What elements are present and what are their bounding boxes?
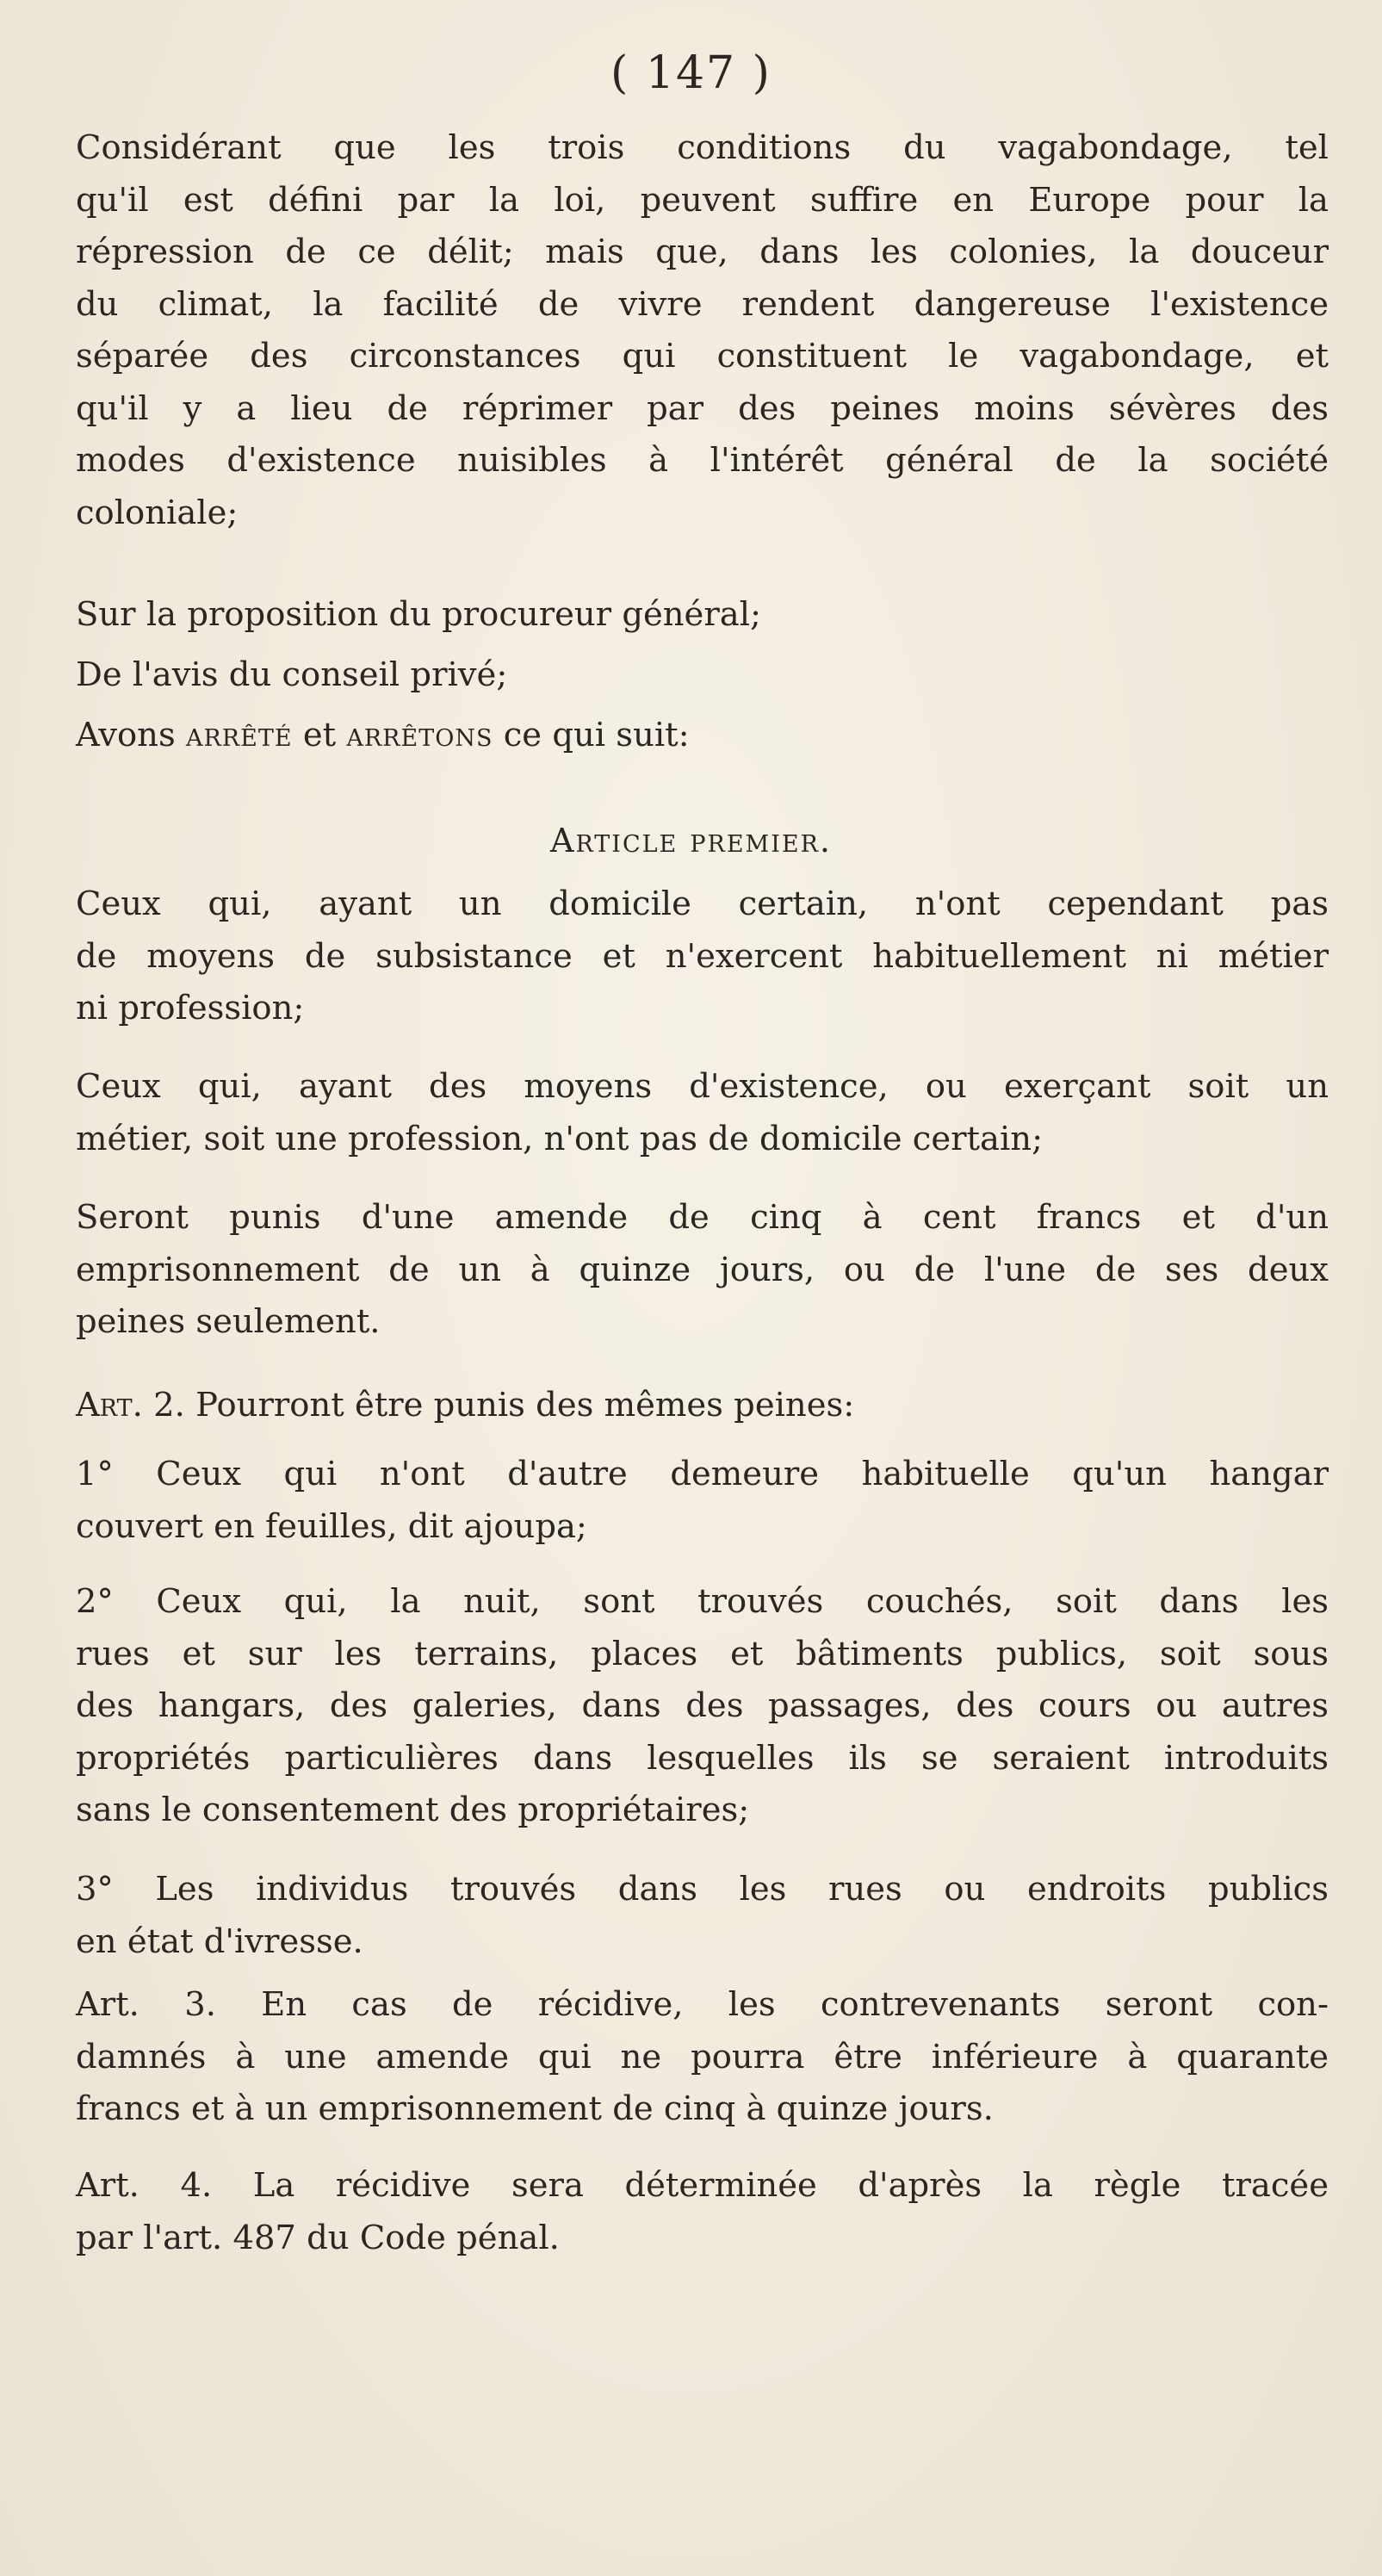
text-line: du climat, la facilité de vivre rendent dangereuse l'existence	[76, 284, 1329, 324]
article-2-item-3	[0, 1864, 1382, 1968]
avons-text: Avons	[76, 716, 176, 754]
text-line: métier, soit une profession, n'ont pas de domicile certain;	[76, 1119, 1044, 1158]
text-line: Ceux qui, ayant des moyens d'existence, ou exerçant soit un	[76, 1067, 1329, 1106]
text-line: qu'il est défini par la loi, peuvent suffire en Europe pour la	[76, 180, 1329, 220]
text-line: par l'art. 487 du Code pénal.	[76, 2218, 560, 2257]
considerant-paragraph	[0, 122, 1382, 539]
text-line: damnés à une amende qui ne pourra être inférieure à quarante	[76, 2037, 1329, 2076]
text-line: peines seulement.	[76, 1302, 381, 1341]
text-line: séparée des circonstances qui constituent le vagabondage, et	[76, 337, 1329, 376]
text-line: en état d'ivresse.	[76, 1921, 363, 1961]
article-4-paragraph	[0, 2160, 1382, 2264]
avons-arrete-line	[0, 710, 1382, 762]
article-2-text: Pourront être punis des mêmes peines:	[195, 1386, 855, 1425]
proposition-line: Sur la proposition du procureur général;	[76, 595, 761, 634]
text-line: 2° Ceux qui, la nuit, sont trouvés couchés, soit dans les	[76, 1582, 1329, 1621]
arretons-smallcaps: arrêtons	[346, 716, 493, 754]
text-line: francs et à un emprisonnement de cinq à quinze jours.	[76, 2089, 994, 2128]
article-2-item-1	[0, 1449, 1382, 1553]
article-3-paragraph	[0, 1979, 1382, 2136]
article-1-paragraph-a	[0, 878, 1382, 1035]
text-line: 3° Les individus trouvés dans les rues ou endroits publics	[76, 1870, 1329, 1909]
arrete-smallcaps: arrêté	[185, 716, 293, 754]
text-line: propriétés particulières dans lesquelles ils se seraient introduits	[76, 1738, 1329, 1778]
text-line: qu'il y a lieu de réprimer par des peines moins sévères des	[76, 388, 1329, 428]
text-line: emprisonnement de un à quinze jours, ou de l'une de ses deux	[76, 1250, 1329, 1289]
article-premier-heading: Article premier.	[550, 822, 832, 860]
text-line: Seront punis d'une amende de cinq à cent francs et d'un	[76, 1198, 1329, 1237]
text-line: Art. 3. En cas de récidive, les contrevenants seront con-	[76, 1985, 1329, 2024]
text-line: Ceux qui, ayant un domicile certain, n'ont cependant pas	[76, 885, 1329, 923]
text-line: ni profession;	[76, 989, 305, 1027]
text-line: Art. 4. La récidive sera déterminée d'après la règle tracée	[76, 2166, 1329, 2205]
text-line: 1° Ceux qui n'ont d'autre demeure habituelle qu'un hangar	[76, 1455, 1329, 1493]
article-1-paragraph-c	[0, 1192, 1382, 1349]
et-text: et	[302, 716, 337, 754]
text-line: des hangars, des galeries, dans des passages, des cours ou autres	[76, 1686, 1329, 1725]
avis-line: De l'avis du conseil privé;	[76, 655, 508, 694]
article-2-heading	[0, 1380, 1382, 1432]
text-line: rues et sur les terrains, places et bâtiments publics, soit sous	[76, 1634, 1329, 1673]
article-2-item-2	[0, 1576, 1382, 1837]
text-line: Considérant que les trois conditions du vagabondage, tel	[76, 128, 1329, 167]
article-1-paragraph-b	[0, 1061, 1382, 1165]
article-2-label: Art. 2.	[76, 1386, 185, 1425]
text-line: de moyens de subsistance et n'exercent habituellement ni métier	[76, 936, 1329, 976]
text-line: couvert en feuilles, dit ajoupa;	[76, 1506, 587, 1546]
page-number: ( 147 )	[610, 47, 772, 99]
text-line: coloniale;	[76, 493, 239, 532]
text-line: sans le consentement des propriétaires;	[76, 1791, 750, 1829]
suit-text: ce qui suit:	[503, 716, 690, 754]
text-line: répression de ce délit; mais que, dans les colonies, la douceur	[76, 233, 1329, 271]
text-line: modes d'existence nuisibles à l'intérêt général de la société	[76, 441, 1329, 480]
